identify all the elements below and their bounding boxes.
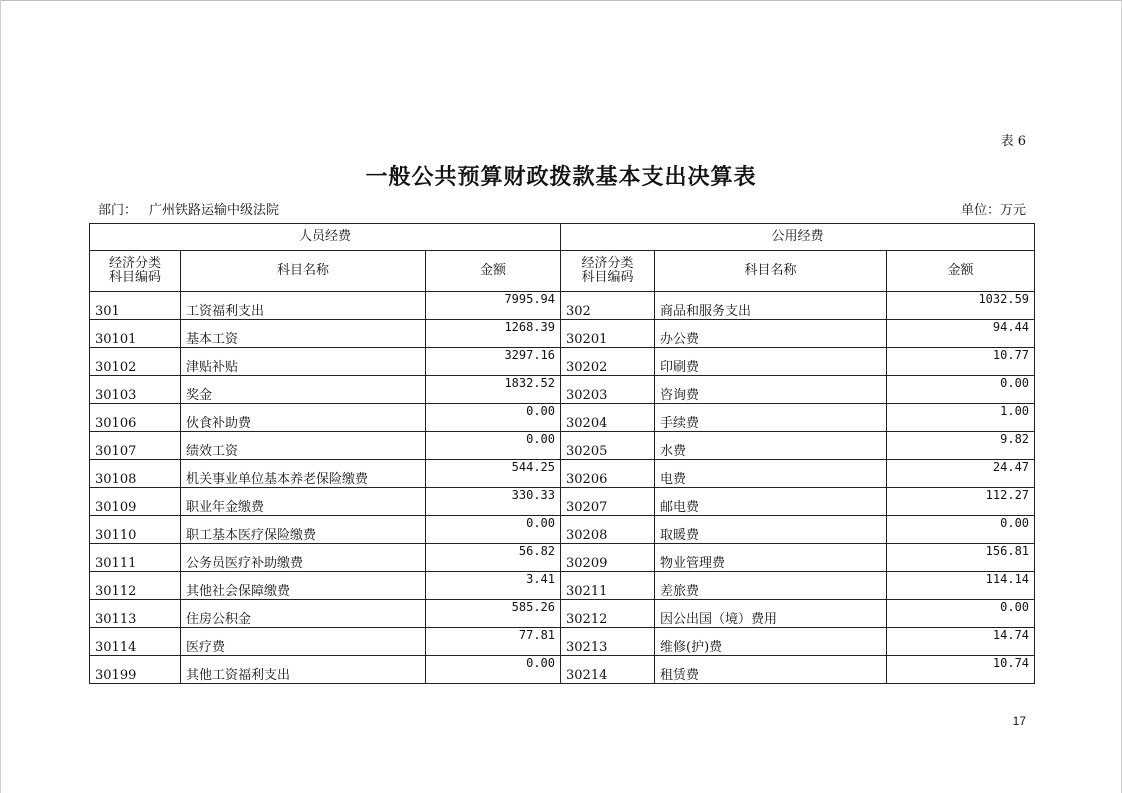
group-header-row	[90, 224, 1035, 251]
left-name-cell: 职工基本医疗保险缴费	[181, 516, 426, 544]
right-amount-cell: 0.00	[887, 516, 1035, 544]
right-name-header: 科目名称	[655, 251, 887, 292]
left-amount-cell: 0.00	[426, 432, 561, 460]
left-name-cell: 基本工资	[181, 320, 426, 348]
department-line	[98, 199, 291, 218]
right-name-cell: 因公出国（境）费用	[655, 600, 887, 628]
right-code-cell: 30205	[561, 432, 655, 460]
right-code-cell: 30206	[561, 460, 655, 488]
right-name-cell: 办公费	[655, 320, 887, 348]
left-amount-cell: 7995.94	[426, 292, 561, 320]
left-code-cell: 301	[90, 292, 181, 320]
table-row	[90, 628, 1035, 656]
table-row	[90, 600, 1035, 628]
left-amount-cell: 0.00	[426, 656, 561, 684]
right-name-cell: 水费	[655, 432, 887, 460]
table-row	[90, 460, 1035, 488]
right-amount-cell: 94.44	[887, 320, 1035, 348]
right-amount-cell: 24.47	[887, 460, 1035, 488]
left-amount-cell: 77.81	[426, 628, 561, 656]
right-code-cell: 30204	[561, 404, 655, 432]
right-name-cell: 手续费	[655, 404, 887, 432]
right-name-cell: 取暖费	[655, 516, 887, 544]
table-row	[90, 572, 1035, 600]
left-name-cell: 住房公积金	[181, 600, 426, 628]
left-code-header: 经济分类 科目编码	[90, 251, 181, 292]
right-name-cell: 邮电费	[655, 488, 887, 516]
unit-label: 单位：万元	[960, 203, 1026, 218]
left-name-cell: 职业年金缴费	[181, 488, 426, 516]
left-amount-cell: 1832.52	[426, 376, 561, 404]
right-amount-cell: 9.82	[887, 432, 1035, 460]
left-code-cell: 30101	[90, 320, 181, 348]
left-code-cell: 30114	[90, 628, 181, 656]
document-title: 一般公共预算财政拨款基本支出决算表	[365, 164, 757, 190]
department-name: 广州铁路运输中级法院	[149, 203, 280, 218]
right-code-cell: 30214	[561, 656, 655, 684]
left-name-header: 科目名称	[181, 251, 426, 292]
right-name-cell: 租赁费	[655, 656, 887, 684]
right-amount-cell: 156.81	[887, 544, 1035, 572]
left-code-cell: 30111	[90, 544, 181, 572]
right-code-cell: 302	[561, 292, 655, 320]
right-amount-cell: 14.74	[887, 628, 1035, 656]
right-code-cell: 30208	[561, 516, 655, 544]
right-code-cell: 30212	[561, 600, 655, 628]
right-name-cell: 电费	[655, 460, 887, 488]
budget-table	[89, 223, 1035, 684]
left-code-cell: 30113	[90, 600, 181, 628]
table-row	[90, 544, 1035, 572]
page-border-left	[0, 0, 1, 793]
table-row	[90, 320, 1035, 348]
column-header-row	[90, 251, 1035, 292]
page-number: 17	[1012, 714, 1026, 728]
left-amount-cell: 56.82	[426, 544, 561, 572]
right-code-cell: 30202	[561, 348, 655, 376]
left-name-cell: 医疗费	[181, 628, 426, 656]
right-code-cell: 30209	[561, 544, 655, 572]
right-name-cell: 咨询费	[655, 376, 887, 404]
left-code-cell: 30102	[90, 348, 181, 376]
left-code-cell: 30108	[90, 460, 181, 488]
left-code-cell: 30199	[90, 656, 181, 684]
right-code-cell: 30211	[561, 572, 655, 600]
right-code-header: 经济分类 科目编码	[561, 251, 655, 292]
right-amount-header: 金额	[887, 251, 1035, 292]
left-amount-cell: 330.33	[426, 488, 561, 516]
table-row	[90, 432, 1035, 460]
public-expense-header: 公用经费	[561, 224, 1035, 251]
page-border-top	[0, 0, 1122, 1]
table-row	[90, 516, 1035, 544]
department-label: 部门：	[98, 203, 138, 218]
left-name-cell: 奖金	[181, 376, 426, 404]
right-amount-cell: 0.00	[887, 600, 1035, 628]
left-name-cell: 公务员医疗补助缴费	[181, 544, 426, 572]
left-amount-cell: 0.00	[426, 404, 561, 432]
right-code-cell: 30207	[561, 488, 655, 516]
right-amount-cell: 1032.59	[887, 292, 1035, 320]
table-row	[90, 292, 1035, 320]
left-code-cell: 30103	[90, 376, 181, 404]
left-name-cell: 津贴补贴	[181, 348, 426, 376]
left-amount-cell: 3.41	[426, 572, 561, 600]
left-name-cell: 工资福利支出	[181, 292, 426, 320]
left-amount-cell: 1268.39	[426, 320, 561, 348]
left-amount-cell: 0.00	[426, 516, 561, 544]
table-row	[90, 376, 1035, 404]
right-amount-cell: 112.27	[887, 488, 1035, 516]
left-code-cell: 30112	[90, 572, 181, 600]
personnel-expense-header: 人员经费	[90, 224, 561, 251]
table-row	[90, 488, 1035, 516]
left-code-cell: 30110	[90, 516, 181, 544]
right-amount-cell: 0.00	[887, 376, 1035, 404]
right-code-cell: 30201	[561, 320, 655, 348]
right-code-cell: 30203	[561, 376, 655, 404]
right-code-cell: 30213	[561, 628, 655, 656]
left-code-cell: 30109	[90, 488, 181, 516]
right-name-cell: 商品和服务支出	[655, 292, 887, 320]
right-amount-cell: 10.77	[887, 348, 1035, 376]
left-code-cell: 30106	[90, 404, 181, 432]
left-name-cell: 伙食补助费	[181, 404, 426, 432]
left-amount-cell: 3297.16	[426, 348, 561, 376]
left-name-cell: 绩效工资	[181, 432, 426, 460]
right-name-cell: 物业管理费	[655, 544, 887, 572]
table-row	[90, 656, 1035, 684]
table-row	[90, 348, 1035, 376]
left-amount-header: 金额	[426, 251, 561, 292]
left-amount-cell: 544.25	[426, 460, 561, 488]
table-row	[90, 404, 1035, 432]
left-amount-cell: 585.26	[426, 600, 561, 628]
right-name-cell: 差旅费	[655, 572, 887, 600]
right-amount-cell: 1.00	[887, 404, 1035, 432]
left-code-cell: 30107	[90, 432, 181, 460]
right-amount-cell: 114.14	[887, 572, 1035, 600]
table-number: 表 6	[1000, 134, 1026, 149]
right-amount-cell: 10.74	[887, 656, 1035, 684]
right-name-cell: 印刷费	[655, 348, 887, 376]
left-name-cell: 机关事业单位基本养老保险缴费	[181, 460, 426, 488]
right-name-cell: 维修(护)费	[655, 628, 887, 656]
left-name-cell: 其他工资福利支出	[181, 656, 426, 684]
left-name-cell: 其他社会保障缴费	[181, 572, 426, 600]
